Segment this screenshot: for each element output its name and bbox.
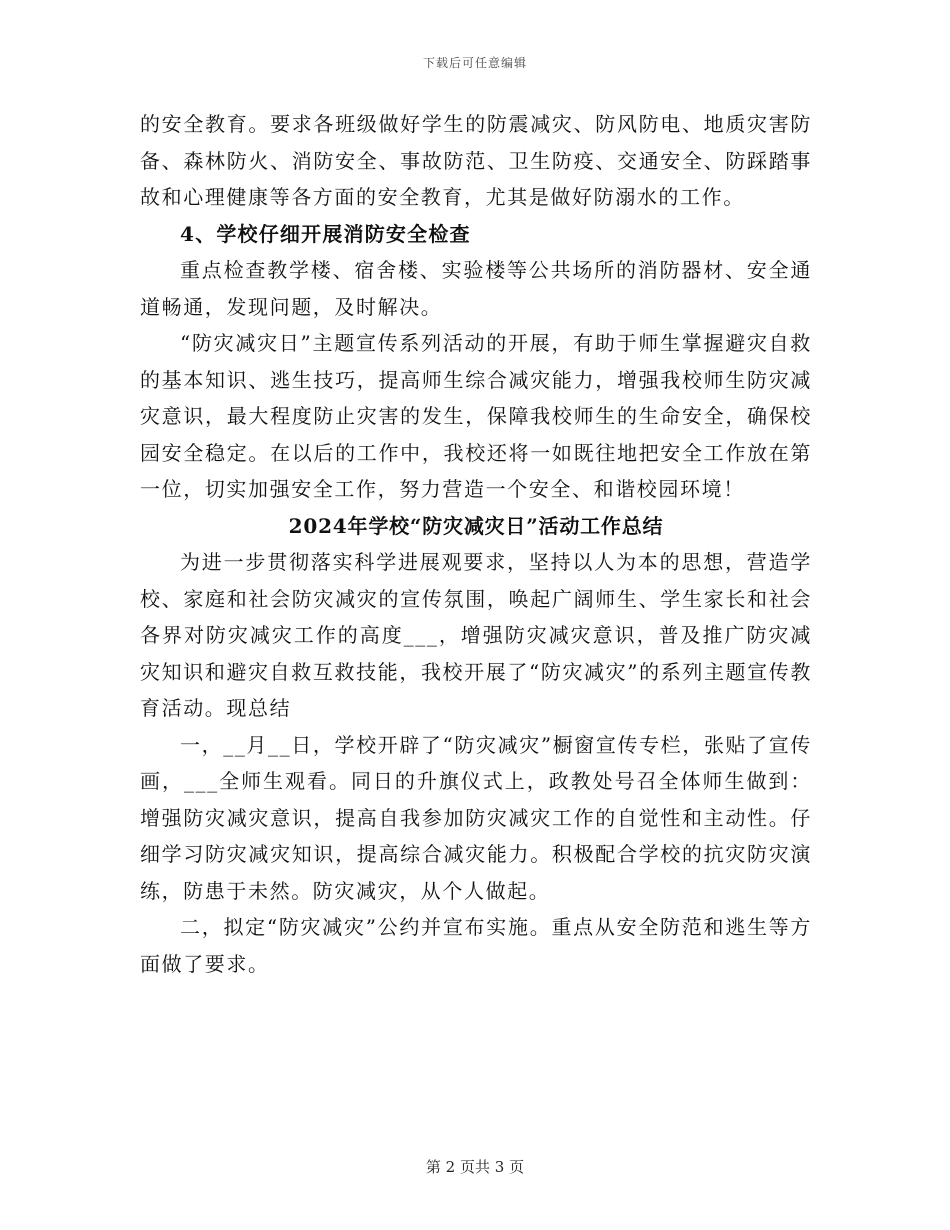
header-note: 下载后可任意编辑 xyxy=(422,56,527,70)
paragraph-campaign-summary: “防灾减灾日”主题宣传系列活动的开展，有助于师生掌握避灾自救的基本知识、逃生技巧，提高师生综合减灾能力，增强我校师生防灾减灾意识，最大程度防止灾害的发生，保障我校师生的生命安全，确保校园安全稳定。在以后的工作中，我校还将一如既往地把安全工作放在第一位，切实加强安全工作，努力营造一个安全、和谐校园环境！ xyxy=(140,331,812,501)
paragraph-item-two: 二，拟定“防灾减灾”公约并宣布实施。重点从安全防范和逃生等方面做了要求。 xyxy=(140,915,812,976)
paragraph-item-one: 一，__月__日，学校开辟了“防灾减灾”橱窗宣传专栏，张贴了宣传画，___全师生观看。同日的升旗仪式上，政教处号召全体师生做到：增强防灾减灾意识，提高自我参加防灾减灾工作的自觉性和主动性。仔细学习防灾减灾知识，提高综合减灾能力。积极配合学校的抗灾防灾演练，防患于未然。防灾减灾，从个人做起。 xyxy=(140,732,812,903)
paragraph-safety-education: 的安全教育。要求各班级做好学生的防震减灾、防风防电、地质灾害防备、森林防火、消防安全、事故防范、卫生防疫、交通安全、防踩踏事故和心理健康等各方面的安全教育，尤其是做好防溺水的工作。 xyxy=(140,112,812,209)
section-heading-fire-inspection: 4、学校仔细开展消防安全检查 xyxy=(180,221,471,246)
document-title: 2024年学校“防灾减灾日”活动工作总结 xyxy=(288,513,664,538)
paragraph-introduction: 为进一步贯彻落实科学进展观要求，坚持以人为本的思想，营造学校、家庭和社会防灾减灾的宣传氛围，唤起广阔师生、学生家长和社会各界对防灾减灾工作的高度___，增强防灾减灾意识，普及推广防灾减灾知识和避灾自救互救技能，我校开展了“防灾减灾”的系列主题宣传教育活动。现总结 xyxy=(140,550,812,720)
document-body xyxy=(140,106,812,982)
paragraph-inspection: 重点检查教学楼、宿舍楼、实验楼等公共场所的消防器材、安全通道畅通，发现问题，及时解决。 xyxy=(140,258,812,319)
page-number: 第 2 页共 3 页 xyxy=(425,1158,525,1176)
